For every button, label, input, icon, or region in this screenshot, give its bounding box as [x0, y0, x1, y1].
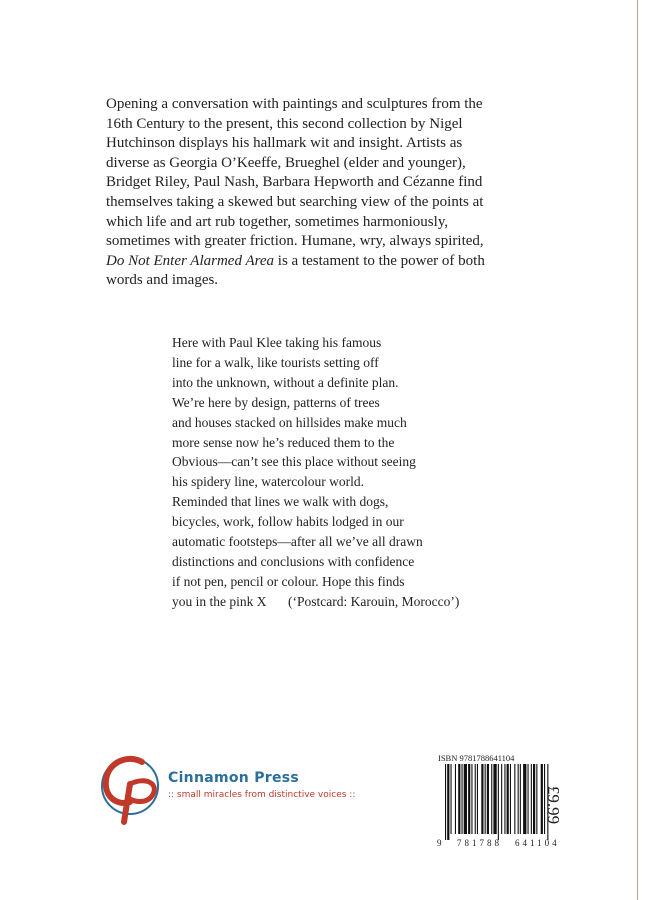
- blurb-line: which life and art rub together, sometimes harmoniously,: [106, 213, 449, 230]
- barcode-bar: [520, 764, 521, 834]
- poem-line: distinctions and conclusions with confidence: [172, 553, 415, 569]
- poem-line: if not pen, pencil or colour. Hope this finds: [172, 573, 405, 589]
- barcode-bar: [528, 764, 529, 834]
- poem-line: line for a walk, like tourists setting off: [172, 354, 379, 370]
- poem-line: Obvious—can’t see this place without seeing: [172, 454, 416, 470]
- poem-line: We’re here by design, patterns of trees: [172, 394, 380, 410]
- publisher-logo: [98, 740, 356, 830]
- barcode-bar: [462, 764, 463, 834]
- poem-source: (‘Postcard: Karouin, Morocco’): [288, 594, 460, 609]
- barcode-bar: [491, 764, 492, 834]
- poem-line: Here with Paul Klee taking his famous: [172, 335, 382, 350]
- poem-line: his spidery line, watercolour world.: [172, 474, 364, 490]
- blurb-line: words and images.: [106, 272, 219, 289]
- blurb-line: Bridget Riley, Paul Nash, Barbara Hepworth and Cézanne find: [106, 174, 483, 191]
- back-cover-blurb: [106, 95, 606, 291]
- barcode-bar: [518, 764, 519, 834]
- barcode-bar: [481, 764, 483, 834]
- barcode-bar: [510, 764, 511, 834]
- isbn-label: ISBN 9781788641104: [438, 753, 515, 763]
- price-label: [530, 770, 576, 840]
- barcode-bar: [458, 764, 460, 834]
- blurb-title-rest: is a testament to the power of both: [274, 252, 485, 269]
- barcode-bar: [487, 764, 489, 834]
- poem-excerpt: [172, 333, 532, 612]
- barcode-bar: [501, 764, 502, 834]
- blurb-line: diverse as Georgia O’Keeffe, Brueghel (elder and younger),: [106, 154, 466, 171]
- blurb-line: sometimes with greater friction. Humane, wry, always spirited,: [106, 233, 484, 250]
- cp-monogram-icon: [98, 740, 166, 830]
- barcode-bar: [475, 764, 476, 834]
- poem-line: and houses stacked on hillsides make much: [172, 414, 407, 430]
- poem-line: into the unknown, without a definite plan.: [172, 374, 399, 390]
- barcode-bar: [464, 764, 467, 834]
- blurb-line: themselves taking a skewed but searching view of the points at: [106, 193, 484, 210]
- barcode-digit-prefix: 9: [437, 838, 442, 848]
- barcode-digits-left: 781788: [457, 838, 502, 848]
- publisher-tagline: :: small miracles from distinctive voices ::: [168, 790, 356, 800]
- barcode-bar: [468, 764, 470, 834]
- poem-line: you in the pink X: [172, 593, 267, 609]
- barcode-bar: [507, 764, 509, 834]
- barcode-bar: [498, 764, 499, 840]
- barcode-digits-right: 641104: [515, 838, 560, 848]
- poem-line: Reminded that lines we walk with dogs,: [172, 494, 389, 510]
- publisher-name: Cinnamon Press: [168, 770, 300, 786]
- price-text: £9.99: [544, 785, 563, 825]
- barcode-bar: [455, 764, 456, 834]
- poem-line: automatic footsteps—after all we’ve all drawn: [172, 534, 423, 550]
- barcode-bar: [485, 764, 486, 834]
- barcode-bar: [504, 764, 505, 834]
- barcode-bar: [514, 764, 515, 834]
- blurb-line: Hutchinson displays his hallmark wit and insight. Artists as: [106, 135, 463, 152]
- barcode-bar: [445, 764, 446, 840]
- barcode-bar: [471, 764, 472, 834]
- blurb-line: Opening a conversation with paintings and sculptures from the: [106, 96, 483, 112]
- blurb-title-line: [106, 252, 606, 272]
- poem-line: bicycles, work, follow habits lodged in our: [172, 514, 404, 530]
- barcode-bar: [451, 764, 452, 834]
- spine-edge-line: [637, 0, 638, 900]
- barcode-bar: [523, 764, 526, 834]
- blurb-line: 16th Century to the present, this second collection by Nigel: [106, 115, 463, 132]
- poem-line: more sense now he’s reduced them to the: [172, 434, 395, 450]
- barcode-bar: [477, 764, 478, 834]
- book-title: Do Not Enter Alarmed Area: [106, 252, 275, 269]
- barcode-bar: [447, 764, 449, 840]
- barcode-bar: [493, 764, 496, 834]
